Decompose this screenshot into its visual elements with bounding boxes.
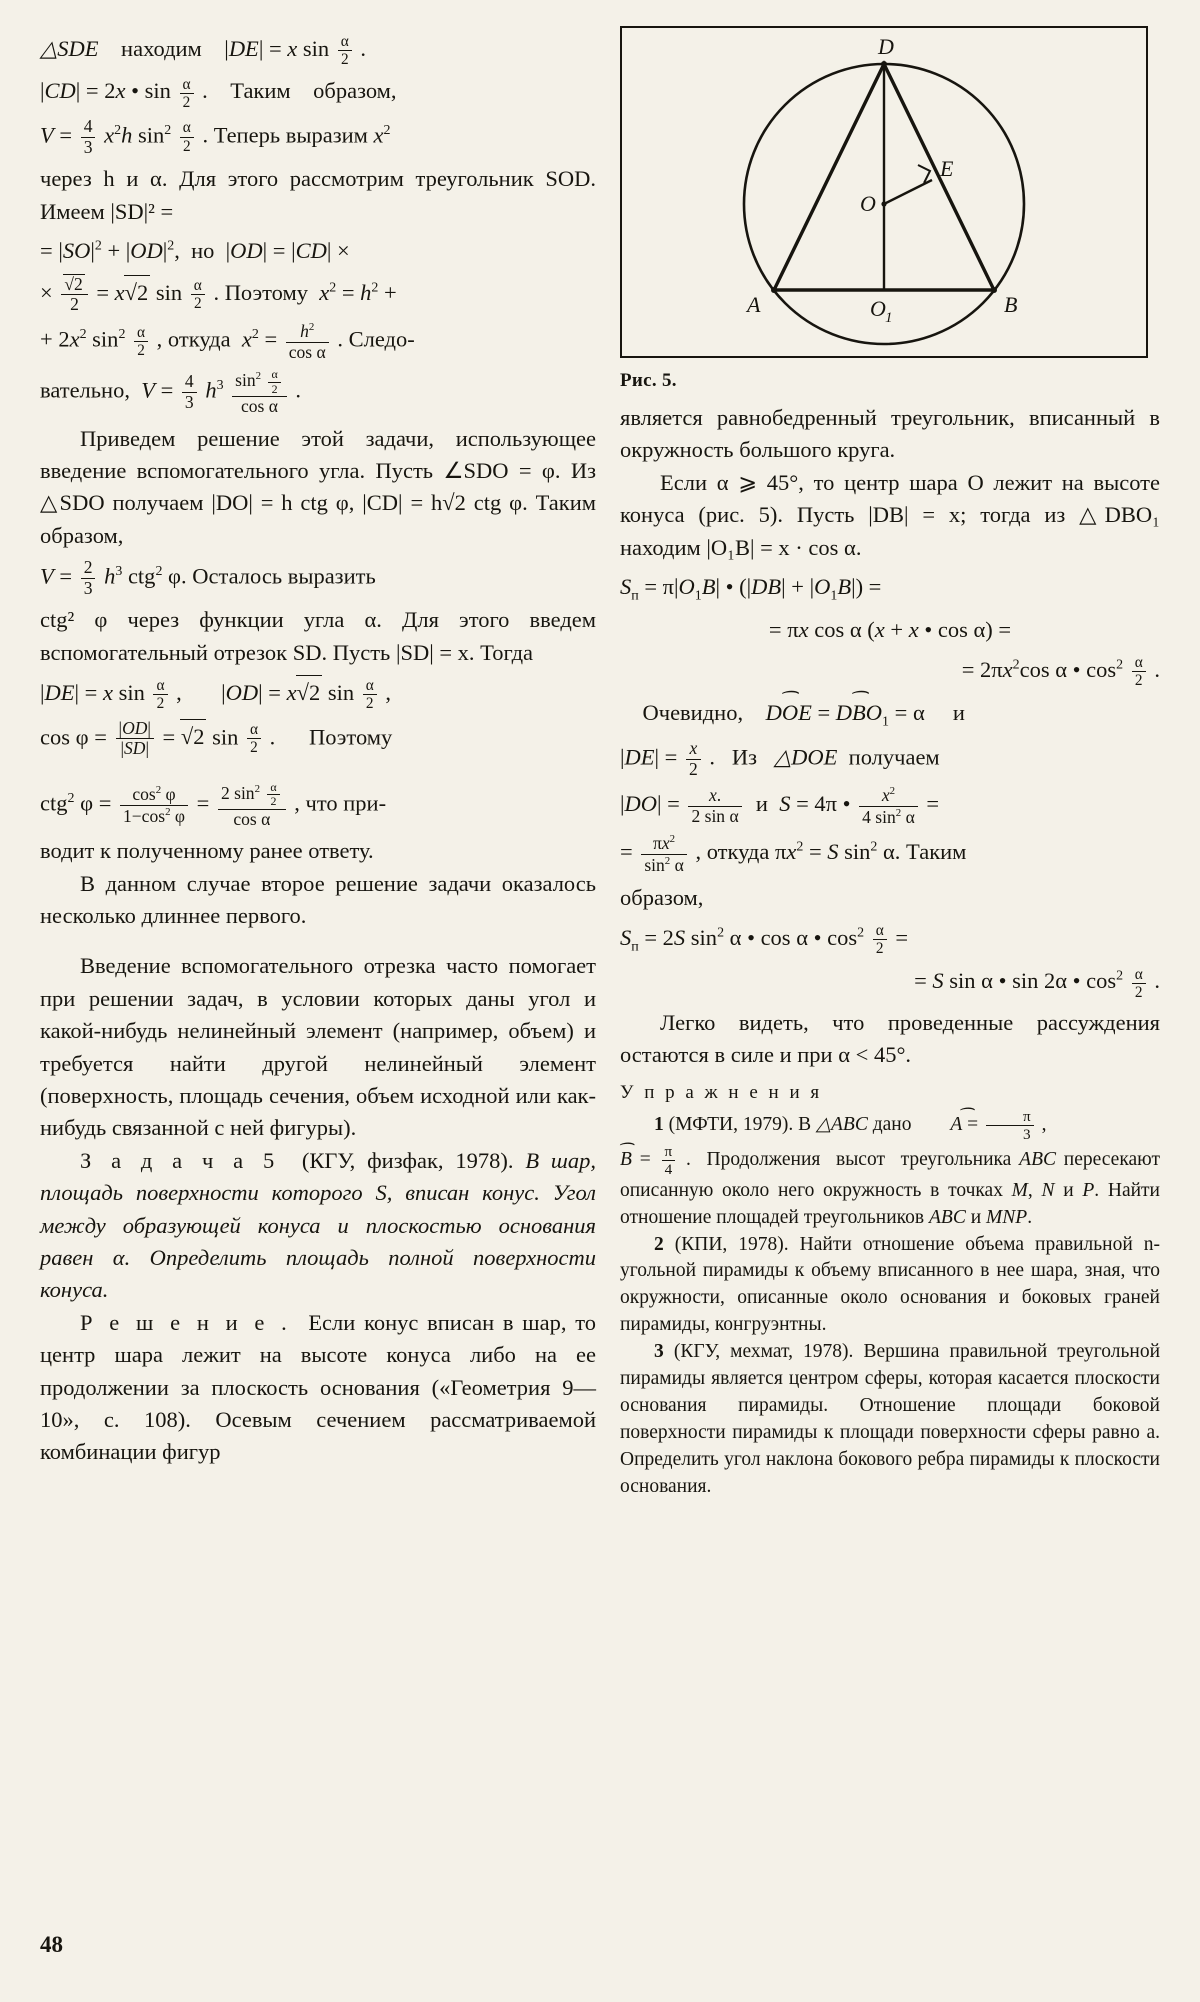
right-paragraph-3: Легко видеть, что проведенные рассуждения остаются в силе и при α < 45°. bbox=[620, 1009, 1160, 1068]
right-math-4: Очевидно, ⌢ DOE = ⌢ $DBO_1 = \alpha$ и bbox=[620, 696, 1160, 733]
math-line-6: + $2x^2$ $\sin^2$ $\frac{\alpha}{2}$ , откуда $x^2$ = $\frac{h^2}{\text{cos α}}$ . Следо- bbox=[40, 320, 415, 362]
right-math-5: |DE| = $\frac{x}{2}$ . Из △DOE получаем bbox=[620, 738, 940, 779]
figure-label-A: A bbox=[747, 292, 761, 317]
solution-paragraph bbox=[40, 1307, 596, 1469]
solution-text: Если конус вписан в шар, то центр шара лежит на высоте конуса либо на ее продолжении за плоскость основания («Геометрия 9—10», с. 108). Осевым сечением рассматриваемой комбинации фигур bbox=[40, 1309, 596, 1465]
right-paragraph-2: Если α ⩾ 45°, то центр шара O лежит на высоте конуса (рис. 5). Пусть |DB| = x; тогда из △DBO₁ находим |O₁B| = x · cos α. bbox=[620, 469, 1160, 560]
right-math-10: = S sin α • sin 2α • $\cos^2$ $\frac{\alpha}{2}$ . bbox=[914, 965, 1160, 1001]
right-math-7: = $\frac{\pi x^2}{\sin^2 \alpha}$ , откуда $\pi x^2 = S$ $\sin^2 \alpha$. Таким bbox=[620, 833, 967, 875]
paragraph-3: ctg² φ через функции угла α. Для этого введем вспомогательный отрезок SD. Пусть |SD| = x. Тогда bbox=[40, 607, 596, 665]
solution-label: Р е ш е н и е . bbox=[80, 1309, 291, 1335]
right-math-8: образом, bbox=[620, 885, 704, 911]
figure-label-O1-sub: 1 bbox=[885, 310, 893, 326]
task-text: В шар, площадь поверхности которого S, вписан конус. Угол между образующей конуса и плоскостью основания равен α. Определить площадь полной поверхности конуса. bbox=[40, 1147, 597, 1303]
right-math-3: = $2\pi x^2\cos$ α • $\cos^2$ $\frac{\alpha}{2}$ . bbox=[961, 654, 1160, 690]
math-line-7: вательно, V = $\frac{4}{3}$ $h^3$ $\sin^2$ $\frac{\alpha}{2}$ cos α . bbox=[40, 367, 301, 416]
math-line-1: △SDE находим |DE| = x sin $\frac{\alpha}{2}$ . bbox=[40, 33, 367, 69]
paragraph-2: Приведем решение этой задачи, использующее введение вспомогательного угла. Пусть ∠SDO = φ. Из △SDO получаем |DO| = h ctg φ, |CD| = h√2 ctg φ. Таким образом, bbox=[40, 425, 596, 548]
paragraph-4: водит к полученному ранее ответу. bbox=[40, 838, 374, 864]
math-line-2: |CD| = 2x • sin $\frac{\alpha}{2}$ . Таким образом, bbox=[40, 75, 397, 111]
right-math-6: |DO| = $\frac{x.}{\text{2 sin α}}$ и S = 4π • $\frac{x^2}{4 \sin^2 \alpha}$ = bbox=[620, 785, 940, 827]
exercise-2-text: (КПИ, 1978). Найти отношение объема правильной n-угольной пирамиды к объему вписанного в нее шара, зная, что окружности, описанные около основания и боковых граней пирамиды, конгруэнтны. bbox=[620, 1233, 1160, 1336]
figure-label-B: B bbox=[1004, 292, 1018, 317]
left-column bbox=[40, 26, 596, 1469]
right-math-2: = πx cos α (x + x • cos α) = bbox=[768, 617, 1012, 643]
math-line-9: |DE| = x sin $\frac{\alpha}{2}$ , |OD| = x√2 sin $\frac{\alpha}{2}$ , bbox=[40, 675, 596, 712]
exercise-3 bbox=[620, 1339, 1160, 1500]
right-math-9: $S_п = 2S$ $\sin^2 \alpha$ • cos α • $\cos^2$ $\frac{\alpha}{2}$ = bbox=[620, 922, 909, 958]
task-source: (КГУ, физфак, 1978). bbox=[301, 1147, 514, 1173]
paragraph-6: Введение вспомогательного отрезка часто помогает при решении задач, в условии которых даны угол и какой-нибудь нелинейный элемент (например, объем) и требуется найти другой нелинейный элемент (поверхность, площадь сечения, объем исходной или как-нибудь связанной с ней фигуры). bbox=[40, 953, 596, 1141]
math-line-4: = $|SO|^2 + |OD|^2$, но |OD| = |CD| × bbox=[40, 238, 350, 263]
figure-caption: Рис. 5. bbox=[620, 370, 677, 391]
exercise-1-cont: ⌢ B = $\frac{\pi}{4}$ . Продолжения высот треугольника ABC пересекают описанную около него окружность в точках M, N и P. Найти отношение площадей треугольников ABC и MNP. bbox=[620, 1143, 1160, 1232]
figure-5 bbox=[620, 26, 1148, 358]
right-column bbox=[620, 26, 1160, 1501]
task-paragraph bbox=[40, 1145, 596, 1307]
figure-diagram bbox=[622, 28, 1146, 356]
figure-label-D: D bbox=[878, 34, 894, 59]
exercise-2 bbox=[620, 1232, 1160, 1340]
paragraph-5: В данном случае второе решение задачи оказалось несколько длиннее первого. bbox=[40, 870, 596, 929]
page-number: 48 bbox=[40, 1932, 63, 1957]
right-math-1: $S_п = \pi|O_1B|$ • $(|DB| + |O_1B|)$ = bbox=[620, 573, 882, 604]
math-line-5: × $\frac{√2}{2}$ = x√2 sin $\frac{\alpha}{2}$ . Поэтому $x^2 = h^2$ + bbox=[40, 273, 397, 315]
exercise-3-text: (КГУ, мехмат, 1978). Вершина правильной треугольной пирамиды является центром сферы, которая касается плоскости основания пирамиды. Отношение площади боковой поверхности пирамиды к площади поверхности сферы равно a. Определить угол наклона бокового ребра пирамиды к плоскости основания. bbox=[620, 1341, 1160, 1497]
exercise-1: 1 (МФТИ, 1979). В △ABC дано ⌢ A = $\frac{\pi}{3}$ , bbox=[620, 1108, 1160, 1143]
math-line-8: V = $\frac{2}{3}$ $h^3$ ctg$^2$ φ. Осталось выразить bbox=[40, 557, 376, 598]
figure-label-O: O bbox=[860, 191, 876, 216]
figure-label-O1: O bbox=[870, 296, 886, 321]
exercise-2-number: 2 bbox=[654, 1233, 664, 1255]
paragraph-1: через h и α. Для этого рассмотрим треугольник SOD. Имеем |SD|² = bbox=[40, 166, 596, 224]
math-line-10: cos φ = $\frac{|OD|}{|SD|}$ = √2 sin $\frac{\alpha}{2}$ . Поэтому bbox=[40, 717, 393, 759]
exercises-heading: У п р а ж н е н и я bbox=[620, 1081, 823, 1103]
math-line-11: ctg$^2$ φ = $\frac{\cos^2 \varphi}{1-\cos^2 \varphi}$ = 2 $\sin^2$ $\frac{\alpha}{2}$ cos α , что при- bbox=[40, 779, 387, 829]
right-paragraph-1: является равнобедренный треугольник, вписанный в окружность большого круга. bbox=[620, 405, 1160, 463]
math-line-3: V = $\frac{4}{3}$ $x^2h$ $\sin^2$ $\frac{\alpha}{2}$ . Теперь выразим $x^2$ bbox=[40, 115, 391, 157]
figure-label-E: E bbox=[940, 156, 954, 181]
exercise-1-number: 1 bbox=[654, 1113, 664, 1135]
task-label: З а д а ч а 5 bbox=[80, 1147, 279, 1173]
exercise-3-number: 3 bbox=[654, 1341, 664, 1363]
